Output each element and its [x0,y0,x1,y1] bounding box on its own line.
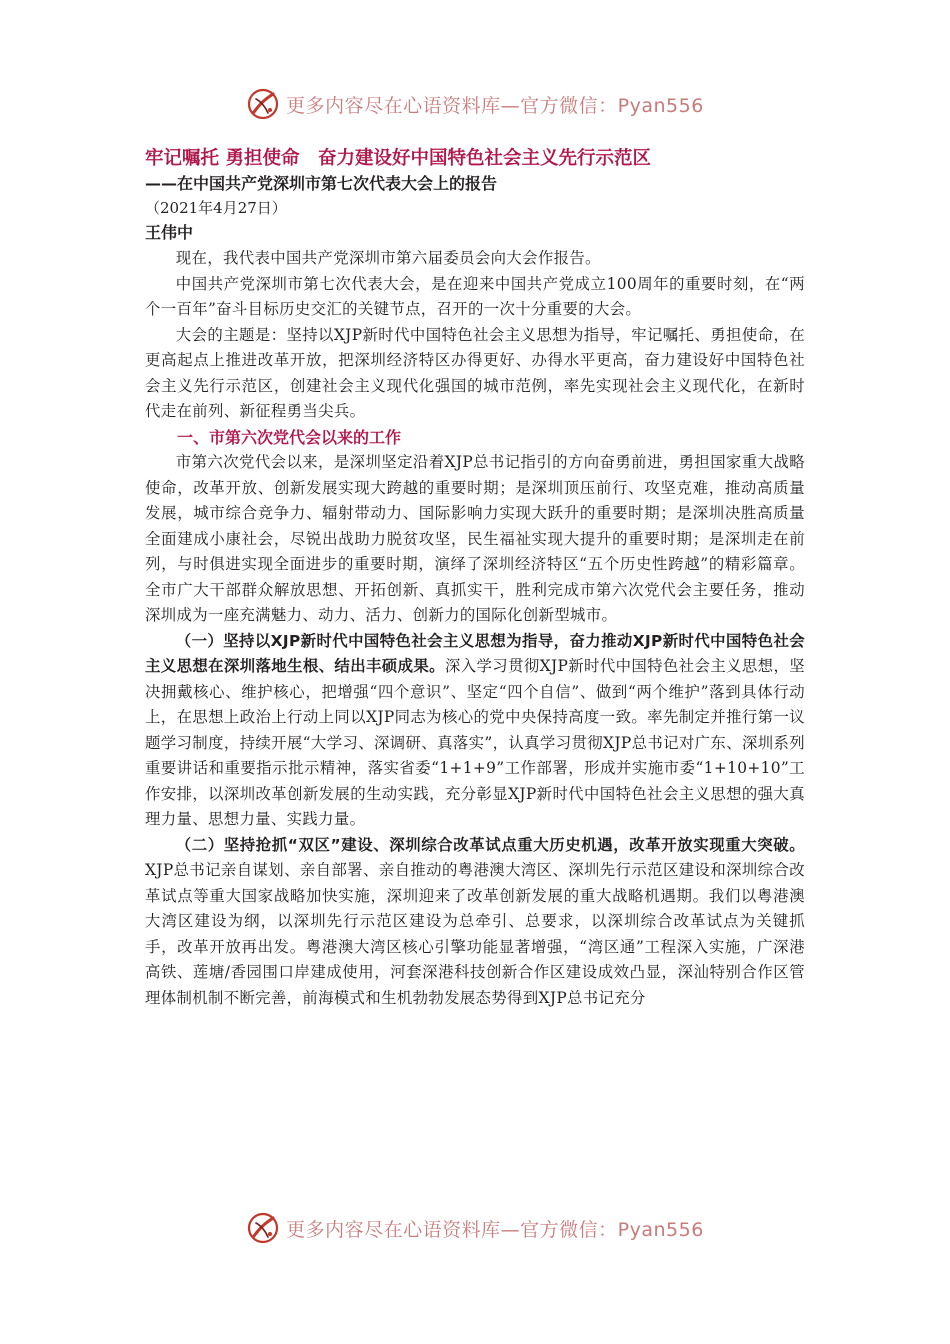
document-title: 牢记嘱托 勇担使命 奋力建设好中国特色社会主义先行示范区 [145,148,651,169]
watermark-text: 更多内容尽在心语资料库—官方微信：Pyan556 [286,94,704,117]
footer-watermark-banner [0,1208,950,1248]
point-paragraph [145,629,805,833]
watermark-text: 更多内容尽在心语资料库—官方微信：Pyan556 [286,1218,704,1241]
point-body: XJP总书记亲自谋划、亲自部署、亲自推动的粤港澳大湾区、深圳先行示范区建设和深圳综合改革试点等重大国家战略加快实施，深圳迎来了改革创新发展的重大战略机遇期。我们以粤港澳大湾区建设为纲，以深圳先行示范区建设为总牵引、总要求，以深圳综合改革试点为关键抓手，改革开放再出发。粤港澳大湾区核心引擎功能显著增强，“湾区通”工程深入实施，广深港高铁、莲塘/香园围口岸建成使用，河套深港科技创新合作区建设成效凸显，深汕特别合作区管理体制机制不断完善，前海模式和生机勃勃发展态势得到XJP总书记充分 [145,861,805,1007]
paragraph: 中国共产党深圳市第七次代表大会，是在迎来中国共产党成立100周年的重要时刻，在“两个一百年”奋斗目标历史交汇的关键节点，召开的一次十分重要的大会。 [145,274,805,318]
pen-seal-logo-icon [246,87,280,121]
point-heading: （一）坚持以XJP新时代中国特色社会主义思想为指导，奋力推动XJP新时代中国特色社会主义思想在深圳落地生根、结出丰硕成果。 [145,631,805,675]
header-watermark-banner [0,84,950,124]
point-body: 深入学习贯彻XJP新时代中国特色社会主义思想，坚决拥戴核心、维护核心，把增强“四个意识”、坚定“四个自信”、做到“两个维护”落到具体行动上，在思想上政治上行动上同以XJP同志为核心的党中央保持高度一致。率先制定并推行第一议题学习制度，持续开展“大学习、深调研、真落实”，认真学习贯彻XJP总书记对广东、深圳系列重要讲话和重要指示批示精神，落实省委“1+1+9”工作部署，形成并实施市委“1+10+10”工作安排，以深圳改革创新发展的生动实践，充分彰显XJP新时代中国特色社会主义思想的强大真理力量、思想力量、实践力量。 [145,657,805,828]
document-date: （2021年4月27日） [145,199,287,217]
pen-seal-logo-icon [246,1211,280,1245]
point-heading: （二）坚持抢抓“双区”建设、深圳综合改革试点重大历史机遇，改革开放实现重大突破。 [175,835,805,854]
document-author: 王伟中 [145,223,194,242]
document-body [145,146,805,1011]
point-paragraph [145,833,805,1012]
paragraph: 大会的主题是：坚持以XJP新时代中国特色社会主义思想为指导，牢记嘱托、勇担使命，在更高起点上推进改革开放，把深圳经济特区办得更好、办得水平更高，奋力建设好中国特色社会主义先行示范区，创建社会主义现代化强国的城市范例，率先实现社会主义现代化，在新时代走在前列、新征程勇当尖兵。 [145,325,805,420]
paragraph: 市第六次党代会以来，是深圳坚定沿着XJP总书记指引的方向奋勇前进，勇担国家重大战略使命，改革开放、创新发展实现大跨越的重要时期；是深圳顶压前行、攻坚克难，推动高质量发展，城市综合竞争力、辐射带动力、国际影响力实现大跃升的重要时期；是深圳决胜高质量全面建成小康社会，尽锐出战助力脱贫攻坚，民生福祉实现大提升的重要时期；是深圳走在前列，与时俱进实现全面进步的重要时期，演绎了深圳经济特区“五个历史性跨越”的精彩篇章。全市广大干部群众解放思想、开拓创新、真抓实干，胜利完成市第六次党代会主要任务，推动深圳成为一座充满魅力、动力、活力、创新力的国际化创新型城市。 [145,453,805,624]
document-subtitle: ——在中国共产党深圳市第七次代表大会上的报告 [145,174,498,193]
paragraph: 现在，我代表中国共产党深圳市第六届委员会向大会作报告。 [175,249,601,267]
section-heading: 一、市第六次党代会以来的工作 [177,427,402,447]
